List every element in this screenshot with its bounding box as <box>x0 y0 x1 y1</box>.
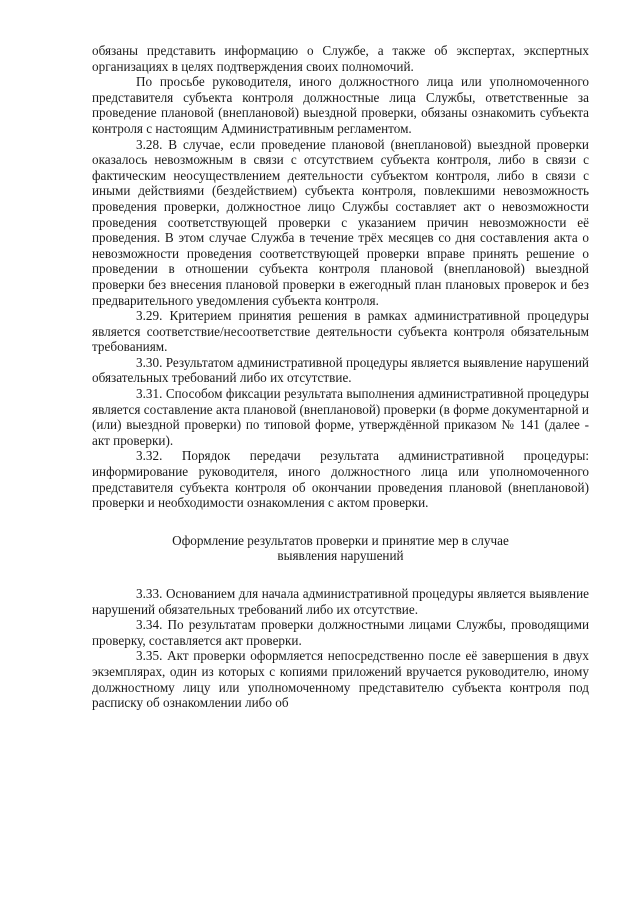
paragraph-request-familiarization: По просьбе руководителя, иного должностного лица или уполномоченного представителя субъекта контроля должностные лица Службы, ответственные за проведение плановой (внеплановой) выездной проверки, обязаны ознакомить субъекта контроля с настоящим Административным регламентом. <box>92 74 589 136</box>
document-page <box>92 43 589 711</box>
paragraph-3-32: 3.32. Порядок передачи результата административной процедуры: информирование руководителя, иного должностного лица или уполномоченного представителя субъекта контроля об окончании проведения плановой (внеплановой) проверки и необходимости ознакомления с актом проверки. <box>92 448 589 511</box>
section-heading-line-1: Оформление результатов проверки и принятие мер в случае <box>172 532 509 548</box>
paragraph-3-29: 3.29. Критерием принятия решения в рамках административной процедуры является соответствие/несоответствие деятельности субъекта контроля обязательным требованиям. <box>92 308 589 355</box>
spacer <box>92 511 589 533</box>
paragraph-3-30: 3.30. Результатом административной процедуры является выявление нарушений обязательных требований либо их отсутствие. <box>92 354 589 386</box>
section-heading-line-2: выявления нарушений <box>277 548 404 564</box>
paragraph-3-34: 3.34. По результатам проверки должностными лицами Службы, проводящими проверку, составляется акт проверки. <box>92 617 589 648</box>
paragraph-3-35: 3.35. Акт проверки оформляется непосредственно после её завершения в двух экземплярах, один из которых с копиями приложений вручается руководителю, иному должностному лицу или уполномоченному представителю субъекта контроля под расписку об ознакомлении либо об <box>92 648 589 711</box>
paragraph-3-31: 3.31. Способом фиксации результата выполнения административной процедуры является составление акта плановой (внеплановой) проверки (в форме документарной и (или) выездной проверки) по типовой форме, утверждённой приказом № 141 (далее - акт проверки). <box>92 386 589 448</box>
section-heading <box>92 533 589 564</box>
paragraph-3-33: 3.33. Основанием для начала административной процедуры является выявление нарушений обязательных требований либо их отсутствие. <box>92 586 589 617</box>
spacer <box>92 564 589 586</box>
paragraph-continuation: обязаны представить информацию о Службе, а также об экспертах, экспертных организациях в целях подтверждения своих полномочий. <box>92 43 589 74</box>
paragraph-3-28: 3.28. В случае, если проведение плановой (внеплановой) выездной проверки оказалось невозможным в связи с отсутствием субъекта контроля, либо в связи с фактическим неосуществлением деятельности субъектом контроля, либо в связи с иными действиями (бездействием) субъекта контроля, повлекшими невозможность проведения проверки, должностное лицо Службы составляет акт о невозможности проведения соответствующей проверки с указанием причин невозможности её проведения. В этом случае Служба в течение трёх месяцев со дня составления акта о невозможности проведения соответствующей проверки вправе принять решение о проведении в отношении субъекта контроля плановой (внеплановой) выездной проверки без внесения плановой проверки в ежегодный план плановых проверок и без предварительного уведомления субъекта контроля. <box>92 136 589 308</box>
